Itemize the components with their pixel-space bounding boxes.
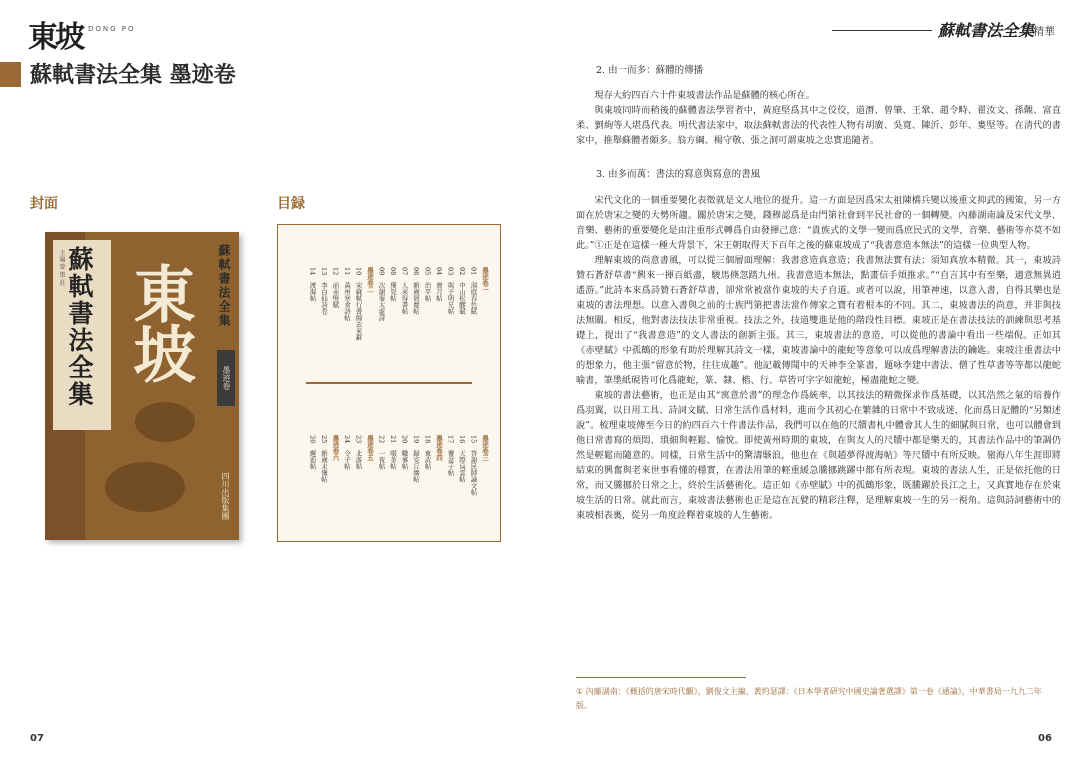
cover-ink-mark (135, 402, 195, 442)
toc-volume-heading: 墨迹卷六 (331, 435, 340, 461)
section-heading-3: 3. 由多而萬：書法的寫意與寫意的書風 (596, 169, 761, 180)
toc-entry: 23 北游帖 (354, 435, 363, 470)
paragraph: 理解東坡的尚意書風，可以從三個層面理解：我書意造真意造；我書無法實有法；須知真放本精微。其一，東坡詩贊石蒼舒草書“興來一揮百紙盡，駿馬倏忽踏九州。我書意造本無法，點畫信手煩推求。”“自言其中有至樂，適意無異逍遙游。”此詩本來爲詩贊石蒼舒草書，卻常常被當作東坡的夫子自道。或者可以說，用筆神速，以意入書，自得其樂也是東坡的書法理想。以意入書與之前的士族門第把書法當作傳家之寶有着根本的不同。其二，東坡書法的尚意，并非與技法無關。相反，他對書法技法非常重視。技法之外，技道雙進是他的階段性目標。東坡正是在書法技法的訓練與思考基礎上，提出了“我書意造”的文人書法的創新主張。其三，東坡書法的意造，可以從他的書論中看出一些端倪。正如其《赤壁賦》中孤鶴的形象有助於理解其詩文一樣，東坡書論中的龍蛇等意象可以成爲理解書法的鑰匙。東坡注重書法中的想象力，他主張“留意於物，往往成趣”。他記載傳聞中的天神李全篆書，題咏李建中書法、僧了性草書等等都以龍蛇喻書，筆墨紙硯皆可化爲龍蛇，篆、隸、楷、行、草皆可字字如龍蛇，極盡龍蛇之變。 (576, 255, 1061, 386)
toc-volume-heading: 墨迹卷二 (366, 267, 374, 293)
section-3-body (576, 193, 1061, 523)
cover-editor: 主編 曾 棗 莊 (58, 250, 65, 286)
cover-volume-tag: 墨迹卷 (217, 350, 235, 406)
toc-entry: 24 令子帖 (343, 435, 351, 470)
toc-entry: 21 啜茶帖 (389, 435, 397, 470)
toc-entry: 01 洞庭春色賦 (469, 267, 478, 315)
toc-entry: 04 寶月帖 (435, 267, 443, 302)
paragraph: 現存大約四百六十件東坡書法作品是蘇體的核心所在。 (594, 90, 815, 101)
section-heading-2: 2. 由一而多：蘇體的傳播 (596, 65, 704, 76)
series-title: 蘇軾書法全集 (938, 21, 1035, 40)
cover-big-title: 東坡 (123, 262, 196, 382)
toc-entry: 08 獲見帖 (389, 267, 397, 302)
toc-label: 目録 (277, 196, 305, 212)
toc-entry: 26 邂逅帖 (308, 435, 317, 470)
paragraph: 東坡的書法藝術，也正是由其“寓意於書”的理念作爲統率，以其技法的精微探求作爲基礎，以其浩然之氣的培養作爲羽翼，以日用工具、詩詞文賦、日常生活作爲材料，進而令其初心在繁雜的日常中不致成迷，化而爲日記體的“另類述說”。梳理東坡傳至今日的約四百六十件書法作品，我們可以在他的尺牘書札中體會其人生的細膩與日常，也可以體會到他日常書寫的煩悶、瑣細與輕鬆、愉悅。即使黃州時期的東坡，在與友人的尺牘中都是樂天的，其書法作品中的筆調仍然是輕鬆而隨意的。同樣，日常生活中的驚濤駭浪，他也在《與趙夢得渡海帖》等尺牘中有所反映。嶺海八年生涯即將結束的興奮與老來世事看懂的穩實，在書法用筆的輕重緩急騰挪跳躍中都有所表現。東坡的書法人生，正是依托他的日常，而又騰挪於日常之上，終於生活藝術化。這正如《赤壁賦》中的孤鶴形象，既騰躍於長江之上，又真實地存在於東坡生活的日常。就此而言，東坡書法藝術也正是這在瓦甓的精彩注釋，是理解東坡一生的另一視角。這與詩詞藝術中的東坡相表裏，從另一角度詮釋着東坡的人生藝術。 (576, 390, 1061, 521)
toc-entry: 12 前赤壁賦 (331, 267, 340, 308)
footnote-rule (576, 677, 746, 678)
logo: 東坡 (28, 20, 82, 55)
toc-entry: 10 宋蘇軾行書歸去來辭 (354, 267, 363, 341)
cover-label: 封面 (30, 196, 58, 212)
series-subtitle: 精華 (1033, 25, 1055, 38)
cover-main-title: 蘇軾書法全集 (65, 246, 94, 408)
book-cover-image (45, 232, 239, 540)
toc-entry: 17 覆盆子帖 (446, 435, 455, 476)
paragraph: 與東坡同時而稍後的蘇體書法學習者中，黃庭堅爲其中之佼佼，道潛、曾肇、王鞏、趙令畤、翟汝文、孫覿、富直柔、劉絢等人堪爲代表。明代書法家中，取法蘇軾書法的代表性人物有胡廣、吳寬、陳沂、彭年、婁堅等。在清代的書家中，推舉蘇體者頗多。翁方綱、楊守敬、張之洞可謂東坡之忠實追隨者。 (576, 105, 1061, 146)
page-number-left: 07 (30, 733, 44, 744)
toc-entry: 19 歸安丘園帖 (412, 435, 420, 483)
toc-entry: 13 李白仙詩卷 (320, 267, 328, 315)
toc-entry: 15 答謝民師論文帖 (469, 435, 478, 496)
toc-entry: 11 黃州寒食詩帖 (343, 267, 351, 321)
logo-subtitle: DONG PO (88, 25, 136, 33)
cover-side-title: 蘇軾書法全集 (217, 244, 231, 328)
header-rule (832, 30, 932, 31)
toc-volume-heading: 墨迹卷三 (481, 435, 489, 461)
toc-entry: 20 職事帖 (400, 435, 409, 470)
paragraph: 宋代文化的一個重要變化表徵就是文人地位的提升。這一方面是因爲宋太祖陳橋兵變以後重文抑武的國策，另一方面在於唐宋之變的大勢所趨。關於唐宋之變，錢穆認爲是由門第社會到平民社會的一個轉變。內藤湖南論及宋代文學、音樂、藝術的重要變化是由注重形式轉爲自由發揮己意：“貴族式的文學一變而爲庶民式的文學，音樂、藝術等亦莫不如此。”①正是在這樣一種大背景下，宋王朝取得天下百年之後的蘇東坡成了“我書意造本無法”的這樣一位典型人物。 (576, 195, 1061, 251)
toc-entry: 03 與子明兄帖 (446, 267, 455, 315)
toc-entry: 16 天際烏雲帖 (458, 435, 466, 483)
footnote: ① 內藤湖南：《概括的唐宋時代觀》，劉俊文主編、黃約瑟譯：《日本學者研究中國史論著選譯》第一卷《通論》，中華書局一九九二年版。 (576, 687, 1042, 710)
page-number-right: 06 (1038, 733, 1052, 744)
page-title: 蘇軾書法全集 墨迹卷 (30, 62, 236, 88)
toc-entry: 05 治平帖 (423, 267, 432, 302)
toc-volume-heading: 墨迹卷五 (366, 435, 374, 461)
toc-entry: 18 東武帖 (423, 435, 432, 470)
toc-volume-heading: 墨迹卷四 (435, 435, 443, 461)
toc-divider (306, 382, 472, 384)
section-2-body (576, 88, 1061, 148)
toc-entry: 25 新歲未獲帖 (320, 435, 328, 483)
toc-entry: 22 一夜帖 (377, 435, 386, 470)
cover-ink-mark (105, 462, 185, 512)
toc-entry: 14 渡海帖 (308, 267, 317, 302)
toc-entry: 07 人來得書帖 (400, 267, 409, 315)
toc-entry: 02 中山松醪賦 (458, 267, 466, 315)
toc-entry: 09 次韻秦太虛詩 (377, 267, 386, 321)
table-of-contents (277, 224, 501, 542)
title-accent-bar (0, 62, 21, 87)
cover-publisher: 四川出版集團 (221, 472, 230, 520)
toc-volume-heading: 墨迹卷一 (481, 267, 489, 293)
toc-entry: 06 新歲展慶帖 (412, 267, 420, 315)
